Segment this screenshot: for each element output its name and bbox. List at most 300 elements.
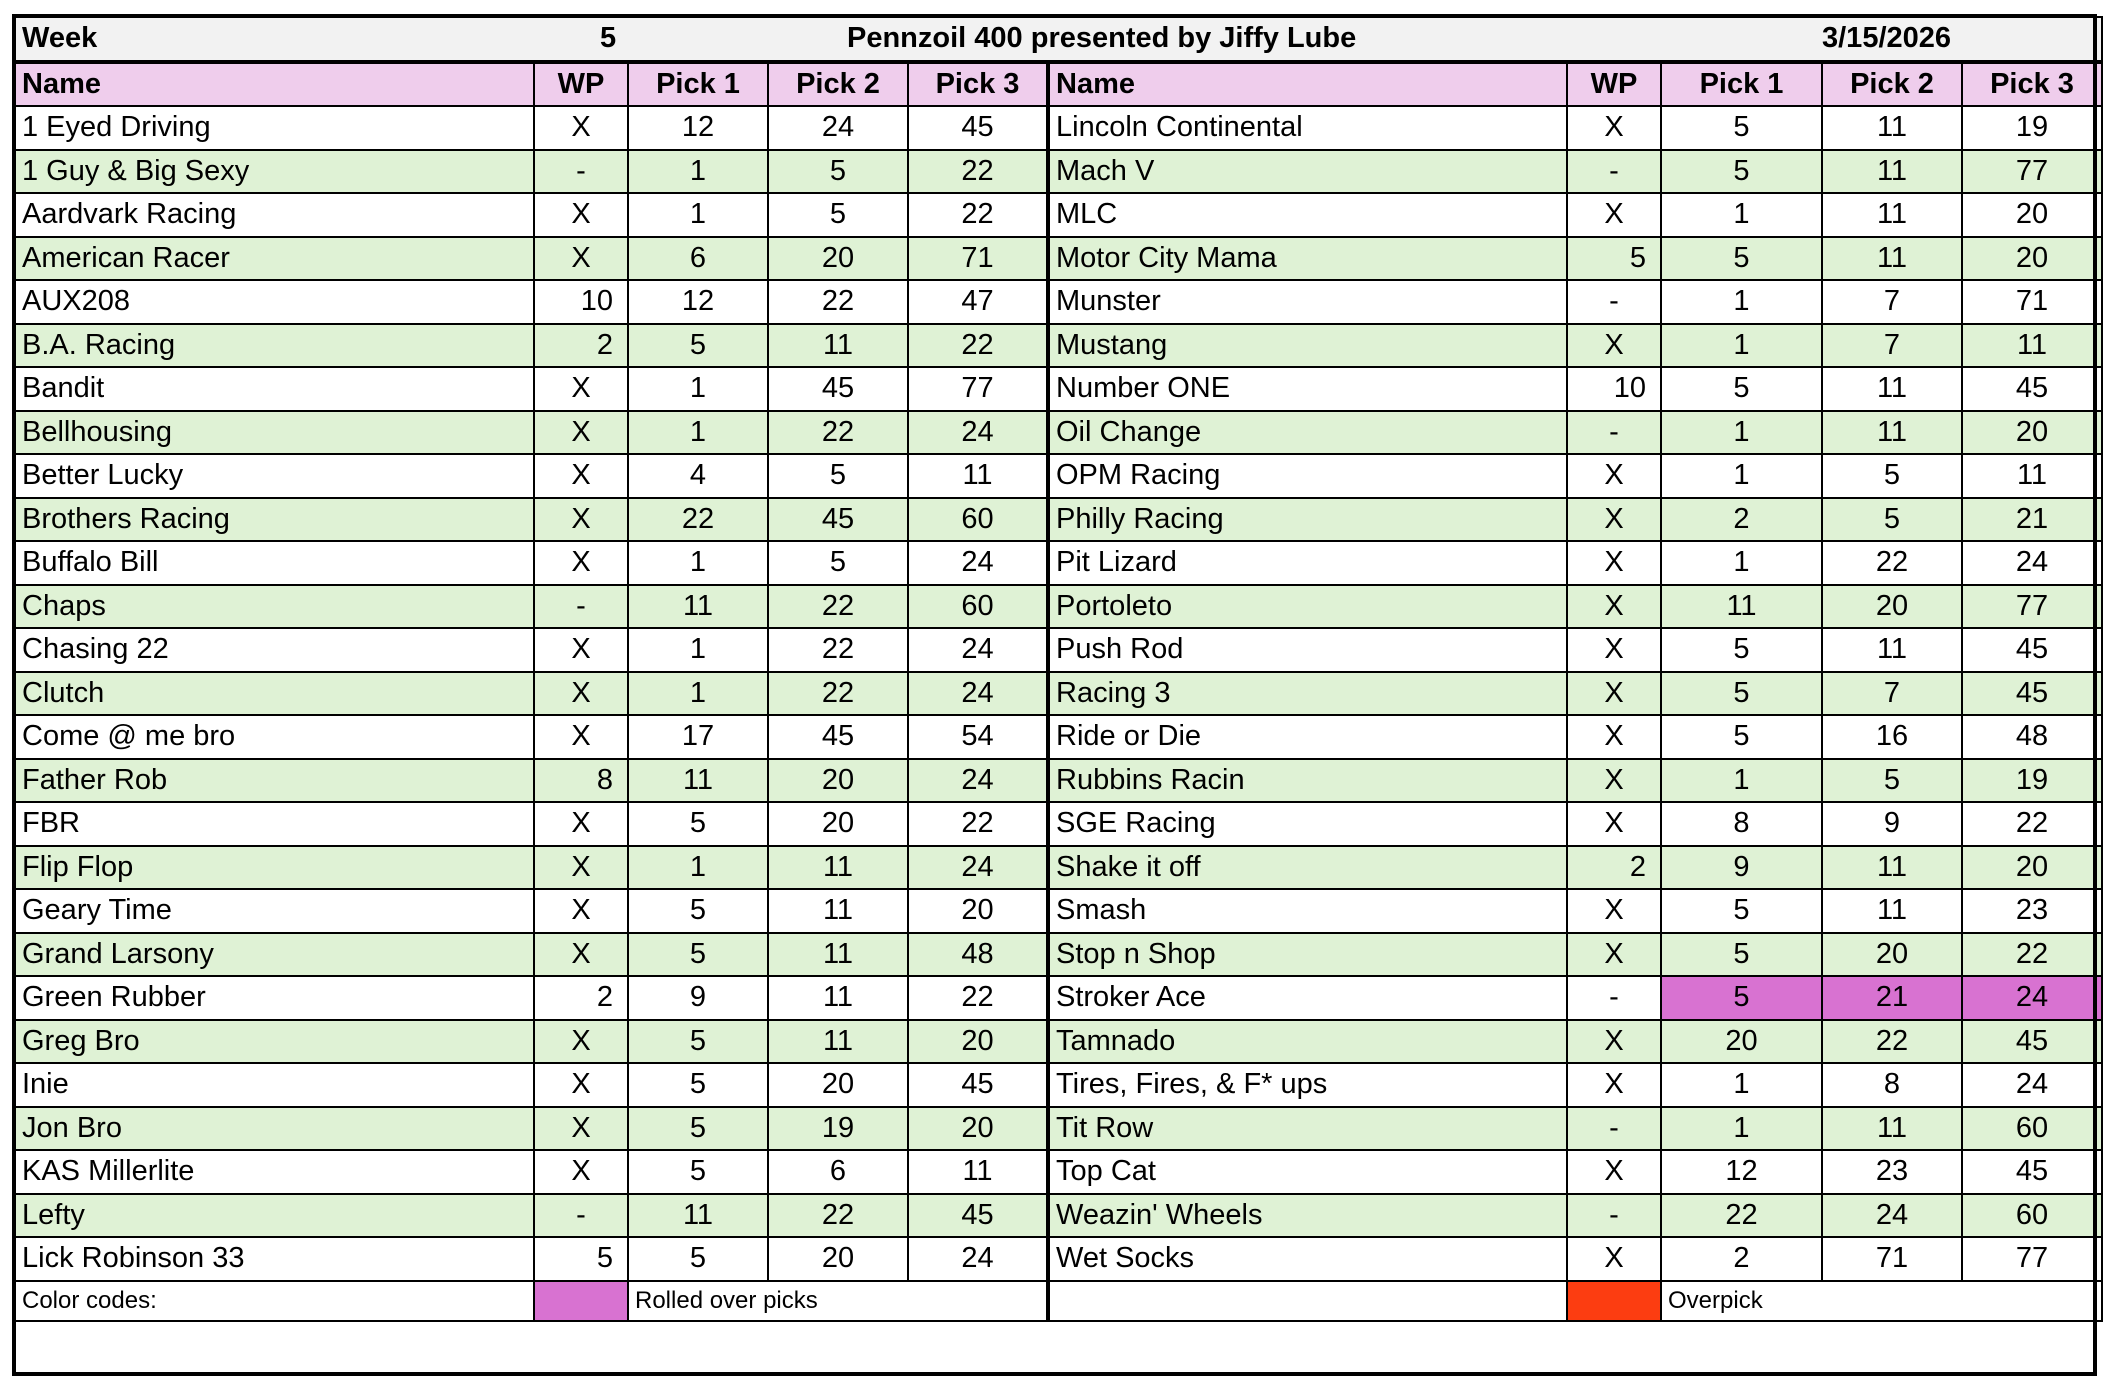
right-wp-cell: X [1567, 1237, 1661, 1281]
left-pick-2-cell: 5 [768, 150, 908, 194]
legend-row [15, 1281, 2102, 1321]
left-team-name: Chaps [15, 585, 534, 629]
left-team-name: American Racer [15, 237, 534, 281]
table-row [15, 367, 2102, 411]
right-wp-cell: X [1567, 1150, 1661, 1194]
left-pick-2-cell: 22 [768, 672, 908, 716]
right-wp-cell: X [1567, 628, 1661, 672]
left-wp-cell: X [534, 367, 628, 411]
right-pick-1-cell: 9 [1661, 846, 1822, 890]
left-pick-1-cell: 1 [628, 411, 768, 455]
left-team-name: Lefty [15, 1194, 534, 1238]
left-wp-cell: X [534, 411, 628, 455]
right-pick-3-cell: 48 [1962, 715, 2102, 759]
left-team-name: Come @ me bro [15, 715, 534, 759]
right-pick-2-cell: 16 [1822, 715, 1962, 759]
right-wp-cell: X [1567, 1020, 1661, 1064]
table-row [15, 454, 2102, 498]
left-wp-cell: X [534, 628, 628, 672]
right-pick-2-cell: 11 [1822, 150, 1962, 194]
right-team-name: Wet Socks [1048, 1237, 1567, 1281]
right-team-name: MLC [1048, 193, 1567, 237]
right-pick-2-cell: 11 [1822, 367, 1962, 411]
right-pick-1-cell: 2 [1661, 1237, 1822, 1281]
left-pick-1-cell: 5 [628, 802, 768, 846]
right-wp-cell: X [1567, 193, 1661, 237]
right-team-name: Shake it off [1048, 846, 1567, 890]
right-team-name: Stroker Ace [1048, 976, 1567, 1020]
right-pick-3-cell: 24 [1962, 976, 2102, 1020]
left-pick-3-cell: 11 [908, 1150, 1048, 1194]
left-wp-cell: 8 [534, 759, 628, 803]
table-row [15, 889, 2102, 933]
right-pick-2-cell: 11 [1822, 1107, 1962, 1151]
left-pick-3-cell: 24 [908, 411, 1048, 455]
right-wp-cell: X [1567, 672, 1661, 716]
left-pick-2-cell: 20 [768, 802, 908, 846]
header-row [15, 17, 2102, 62]
left-wp-cell: X [534, 1150, 628, 1194]
right-team-name: Racing 3 [1048, 672, 1567, 716]
left-pick-3-cell: 20 [908, 889, 1048, 933]
left-pick-2-cell: 5 [768, 454, 908, 498]
right-pick-2-cell: 20 [1822, 933, 1962, 977]
left-pick-1-cell: 5 [628, 1107, 768, 1151]
left-wp-cell: X [534, 715, 628, 759]
table-row [15, 1107, 2102, 1151]
right-pick-2-cell: 20 [1822, 585, 1962, 629]
week-number: 5 [534, 17, 768, 62]
left-pick-1-cell: 5 [628, 324, 768, 368]
right-wp-cell: - [1567, 976, 1661, 1020]
col-header-pick3-left: Pick 3 [908, 62, 1048, 107]
left-pick-3-cell: 77 [908, 367, 1048, 411]
left-wp-cell: X [534, 498, 628, 542]
right-pick-3-cell: 60 [1962, 1194, 2102, 1238]
right-pick-1-cell: 5 [1661, 367, 1822, 411]
right-pick-1-cell: 22 [1661, 1194, 1822, 1238]
left-team-name: KAS Millerlite [15, 1150, 534, 1194]
left-pick-1-cell: 5 [628, 1020, 768, 1064]
right-pick-3-cell: 71 [1962, 280, 2102, 324]
left-wp-cell: X [534, 846, 628, 890]
right-pick-2-cell: 23 [1822, 1150, 1962, 1194]
right-team-name: Push Rod [1048, 628, 1567, 672]
left-pick-1-cell: 12 [628, 106, 768, 150]
overpick-swatch [1567, 1281, 1661, 1321]
left-team-name: FBR [15, 802, 534, 846]
right-pick-1-cell: 1 [1661, 454, 1822, 498]
left-pick-2-cell: 22 [768, 280, 908, 324]
left-pick-2-cell: 22 [768, 1194, 908, 1238]
right-wp-cell: X [1567, 585, 1661, 629]
right-team-name: Tit Row [1048, 1107, 1567, 1151]
left-pick-2-cell: 6 [768, 1150, 908, 1194]
left-pick-1-cell: 4 [628, 454, 768, 498]
right-pick-2-cell: 7 [1822, 280, 1962, 324]
right-team-name: Philly Racing [1048, 498, 1567, 542]
rolled-over-swatch [534, 1281, 628, 1321]
left-pick-3-cell: 24 [908, 846, 1048, 890]
left-team-name: Greg Bro [15, 1020, 534, 1064]
col-header-pick2-right: Pick 2 [1822, 62, 1962, 107]
table-row [15, 933, 2102, 977]
left-pick-1-cell: 11 [628, 585, 768, 629]
rolled-over-legend-text: Rolled over picks [628, 1281, 1048, 1321]
left-wp-cell: X [534, 541, 628, 585]
left-team-name: Flip Flop [15, 846, 534, 890]
right-pick-2-cell: 11 [1822, 889, 1962, 933]
left-pick-1-cell: 1 [628, 628, 768, 672]
table-row [15, 1237, 2102, 1281]
right-pick-3-cell: 20 [1962, 237, 2102, 281]
left-pick-2-cell: 11 [768, 846, 908, 890]
left-wp-cell: X [534, 672, 628, 716]
left-pick-3-cell: 22 [908, 324, 1048, 368]
table-row [15, 280, 2102, 324]
right-pick-3-cell: 19 [1962, 106, 2102, 150]
right-team-name: Smash [1048, 889, 1567, 933]
left-pick-1-cell: 1 [628, 367, 768, 411]
right-pick-1-cell: 20 [1661, 1020, 1822, 1064]
left-team-name: Father Rob [15, 759, 534, 803]
right-pick-3-cell: 45 [1962, 1150, 2102, 1194]
col-header-pick3-right: Pick 3 [1962, 62, 2102, 107]
right-pick-3-cell: 19 [1962, 759, 2102, 803]
left-pick-3-cell: 48 [908, 933, 1048, 977]
right-pick-3-cell: 24 [1962, 1063, 2102, 1107]
right-pick-1-cell: 5 [1661, 933, 1822, 977]
right-team-name: Munster [1048, 280, 1567, 324]
right-pick-1-cell: 5 [1661, 237, 1822, 281]
right-wp-cell: - [1567, 280, 1661, 324]
right-pick-2-cell: 22 [1822, 541, 1962, 585]
left-wp-cell: X [534, 454, 628, 498]
right-pick-3-cell: 45 [1962, 1020, 2102, 1064]
race-date: 3/15/2026 [1822, 17, 2102, 62]
left-pick-1-cell: 6 [628, 237, 768, 281]
left-pick-3-cell: 22 [908, 802, 1048, 846]
legend-spacer [1048, 1281, 1567, 1321]
right-pick-1-cell: 5 [1661, 715, 1822, 759]
left-wp-cell: - [534, 1194, 628, 1238]
right-pick-3-cell: 23 [1962, 889, 2102, 933]
right-pick-3-cell: 20 [1962, 411, 2102, 455]
right-pick-2-cell: 5 [1822, 759, 1962, 803]
col-header-name-right: Name [1048, 62, 1567, 107]
left-team-name: Grand Larsony [15, 933, 534, 977]
right-wp-cell: X [1567, 454, 1661, 498]
right-pick-3-cell: 11 [1962, 324, 2102, 368]
right-pick-2-cell: 5 [1822, 498, 1962, 542]
left-pick-3-cell: 20 [908, 1107, 1048, 1151]
right-pick-3-cell: 24 [1962, 541, 2102, 585]
left-pick-3-cell: 54 [908, 715, 1048, 759]
left-pick-3-cell: 60 [908, 585, 1048, 629]
right-pick-1-cell: 1 [1661, 541, 1822, 585]
left-pick-1-cell: 5 [628, 1237, 768, 1281]
right-wp-cell: X [1567, 106, 1661, 150]
left-pick-2-cell: 20 [768, 1063, 908, 1107]
left-pick-2-cell: 11 [768, 933, 908, 977]
right-wp-cell: X [1567, 1063, 1661, 1107]
left-team-name: Clutch [15, 672, 534, 716]
right-wp-cell: - [1567, 1194, 1661, 1238]
right-pick-1-cell: 5 [1661, 628, 1822, 672]
left-team-name: B.A. Racing [15, 324, 534, 368]
table-row [15, 106, 2102, 150]
left-team-name: Green Rubber [15, 976, 534, 1020]
left-pick-1-cell: 1 [628, 150, 768, 194]
table-row [15, 150, 2102, 194]
table-row [15, 411, 2102, 455]
col-header-name-left: Name [15, 62, 534, 107]
right-pick-1-cell: 1 [1661, 1063, 1822, 1107]
left-team-name: Geary Time [15, 889, 534, 933]
right-pick-2-cell: 11 [1822, 628, 1962, 672]
right-wp-cell: X [1567, 498, 1661, 542]
left-pick-1-cell: 11 [628, 1194, 768, 1238]
right-pick-3-cell: 21 [1962, 498, 2102, 542]
left-pick-3-cell: 20 [908, 1020, 1048, 1064]
right-team-name: Stop n Shop [1048, 933, 1567, 977]
left-pick-2-cell: 5 [768, 541, 908, 585]
left-wp-cell: X [534, 889, 628, 933]
left-pick-1-cell: 12 [628, 280, 768, 324]
left-pick-2-cell: 20 [768, 237, 908, 281]
column-header-row [15, 62, 2102, 107]
right-team-name: Portoleto [1048, 585, 1567, 629]
table-row [15, 1150, 2102, 1194]
right-pick-1-cell: 1 [1661, 280, 1822, 324]
right-wp-cell: X [1567, 324, 1661, 368]
left-pick-1-cell: 1 [628, 846, 768, 890]
right-team-name: Ride or Die [1048, 715, 1567, 759]
left-pick-3-cell: 24 [908, 541, 1048, 585]
overpick-legend-text: Overpick [1661, 1281, 2102, 1321]
right-pick-1-cell: 1 [1661, 759, 1822, 803]
table-row [15, 715, 2102, 759]
right-pick-2-cell: 11 [1822, 237, 1962, 281]
right-pick-3-cell: 45 [1962, 367, 2102, 411]
left-pick-1-cell: 22 [628, 498, 768, 542]
col-header-pick1-left: Pick 1 [628, 62, 768, 107]
left-wp-cell: 10 [534, 280, 628, 324]
right-team-name: Tamnado [1048, 1020, 1567, 1064]
left-team-name: Lick Robinson 33 [15, 1237, 534, 1281]
right-team-name: OPM Racing [1048, 454, 1567, 498]
left-pick-2-cell: 22 [768, 585, 908, 629]
left-pick-2-cell: 22 [768, 411, 908, 455]
left-team-name: Inie [15, 1063, 534, 1107]
table-row [15, 498, 2102, 542]
left-pick-3-cell: 47 [908, 280, 1048, 324]
right-pick-3-cell: 22 [1962, 802, 2102, 846]
right-pick-1-cell: 5 [1661, 106, 1822, 150]
right-wp-cell: X [1567, 889, 1661, 933]
left-wp-cell: X [534, 1020, 628, 1064]
left-pick-3-cell: 24 [908, 759, 1048, 803]
right-team-name: Pit Lizard [1048, 541, 1567, 585]
right-pick-3-cell: 45 [1962, 672, 2102, 716]
left-pick-1-cell: 9 [628, 976, 768, 1020]
right-wp-cell: X [1567, 802, 1661, 846]
left-team-name: Chasing 22 [15, 628, 534, 672]
right-team-name: SGE Racing [1048, 802, 1567, 846]
right-pick-1-cell: 5 [1661, 889, 1822, 933]
left-pick-1-cell: 5 [628, 889, 768, 933]
col-header-wp-right: WP [1567, 62, 1661, 107]
left-team-name: AUX208 [15, 280, 534, 324]
table-row [15, 193, 2102, 237]
left-team-name: Brothers Racing [15, 498, 534, 542]
left-pick-3-cell: 24 [908, 672, 1048, 716]
left-pick-2-cell: 11 [768, 976, 908, 1020]
left-pick-3-cell: 45 [908, 1063, 1048, 1107]
left-pick-3-cell: 24 [908, 1237, 1048, 1281]
table-row [15, 628, 2102, 672]
right-pick-1-cell: 12 [1661, 1150, 1822, 1194]
picks-sheet [14, 16, 2103, 1322]
right-pick-1-cell: 8 [1661, 802, 1822, 846]
right-team-name: Oil Change [1048, 411, 1567, 455]
left-pick-2-cell: 22 [768, 628, 908, 672]
left-pick-2-cell: 5 [768, 193, 908, 237]
left-pick-2-cell: 45 [768, 498, 908, 542]
race-title: Pennzoil 400 presented by Jiffy Lube [768, 17, 1822, 62]
left-pick-3-cell: 45 [908, 1194, 1048, 1238]
right-pick-2-cell: 7 [1822, 324, 1962, 368]
right-team-name: Mustang [1048, 324, 1567, 368]
right-wp-cell: 5 [1567, 237, 1661, 281]
left-team-name: Buffalo Bill [15, 541, 534, 585]
table-row [15, 1063, 2102, 1107]
right-wp-cell: - [1567, 411, 1661, 455]
right-pick-2-cell: 9 [1822, 802, 1962, 846]
left-wp-cell: 2 [534, 324, 628, 368]
right-pick-2-cell: 8 [1822, 1063, 1962, 1107]
left-pick-1-cell: 5 [628, 1063, 768, 1107]
right-pick-3-cell: 77 [1962, 1237, 2102, 1281]
left-wp-cell: X [534, 1063, 628, 1107]
week-label: Week [15, 17, 534, 62]
right-pick-2-cell: 5 [1822, 454, 1962, 498]
left-team-name: Bandit [15, 367, 534, 411]
right-team-name: Motor City Mama [1048, 237, 1567, 281]
left-pick-3-cell: 71 [908, 237, 1048, 281]
left-pick-1-cell: 1 [628, 193, 768, 237]
right-pick-3-cell: 77 [1962, 150, 2102, 194]
right-team-name: Top Cat [1048, 1150, 1567, 1194]
table-row [15, 976, 2102, 1020]
right-pick-2-cell: 22 [1822, 1020, 1962, 1064]
table-row [15, 802, 2102, 846]
left-pick-1-cell: 11 [628, 759, 768, 803]
right-wp-cell: X [1567, 759, 1661, 803]
right-pick-1-cell: 1 [1661, 1107, 1822, 1151]
left-pick-2-cell: 20 [768, 1237, 908, 1281]
right-team-name: Number ONE [1048, 367, 1567, 411]
right-pick-2-cell: 21 [1822, 976, 1962, 1020]
right-pick-2-cell: 11 [1822, 106, 1962, 150]
left-pick-2-cell: 11 [768, 889, 908, 933]
left-pick-1-cell: 5 [628, 933, 768, 977]
left-pick-3-cell: 22 [908, 193, 1048, 237]
left-pick-2-cell: 19 [768, 1107, 908, 1151]
left-pick-3-cell: 22 [908, 976, 1048, 1020]
table-row [15, 541, 2102, 585]
right-pick-3-cell: 77 [1962, 585, 2102, 629]
right-team-name: Rubbins Racin [1048, 759, 1567, 803]
right-team-name: Mach V [1048, 150, 1567, 194]
right-pick-1-cell: 1 [1661, 411, 1822, 455]
left-wp-cell: X [534, 933, 628, 977]
table-row [15, 1020, 2102, 1064]
left-wp-cell: X [534, 193, 628, 237]
left-team-name: 1 Guy & Big Sexy [15, 150, 534, 194]
right-team-name: Weazin' Wheels [1048, 1194, 1567, 1238]
right-team-name: Lincoln Continental [1048, 106, 1567, 150]
left-pick-3-cell: 45 [908, 106, 1048, 150]
right-wp-cell: X [1567, 541, 1661, 585]
table-row [15, 759, 2102, 803]
left-team-name: Better Lucky [15, 454, 534, 498]
left-pick-1-cell: 17 [628, 715, 768, 759]
right-pick-3-cell: 22 [1962, 933, 2102, 977]
left-team-name: Jon Bro [15, 1107, 534, 1151]
left-team-name: 1 Eyed Driving [15, 106, 534, 150]
right-pick-2-cell: 24 [1822, 1194, 1962, 1238]
left-pick-3-cell: 60 [908, 498, 1048, 542]
table-row [15, 585, 2102, 629]
left-team-name: Aardvark Racing [15, 193, 534, 237]
table-row [15, 846, 2102, 890]
left-pick-2-cell: 45 [768, 367, 908, 411]
left-pick-1-cell: 5 [628, 1150, 768, 1194]
right-pick-2-cell: 11 [1822, 193, 1962, 237]
left-wp-cell: X [534, 802, 628, 846]
right-pick-1-cell: 5 [1661, 672, 1822, 716]
right-pick-1-cell: 1 [1661, 324, 1822, 368]
right-pick-2-cell: 71 [1822, 1237, 1962, 1281]
right-pick-3-cell: 20 [1962, 846, 2102, 890]
left-pick-2-cell: 24 [768, 106, 908, 150]
col-header-pick1-right: Pick 1 [1661, 62, 1822, 107]
table-row [15, 672, 2102, 716]
left-pick-3-cell: 11 [908, 454, 1048, 498]
left-pick-2-cell: 11 [768, 1020, 908, 1064]
right-pick-3-cell: 45 [1962, 628, 2102, 672]
table-row [15, 237, 2102, 281]
right-wp-cell: X [1567, 715, 1661, 759]
left-pick-2-cell: 20 [768, 759, 908, 803]
table-row [15, 324, 2102, 368]
left-pick-1-cell: 1 [628, 541, 768, 585]
col-header-pick2-left: Pick 2 [768, 62, 908, 107]
right-team-name: Tires, Fires, & F* ups [1048, 1063, 1567, 1107]
right-wp-cell: X [1567, 933, 1661, 977]
right-pick-3-cell: 60 [1962, 1107, 2102, 1151]
table-row [15, 1194, 2102, 1238]
left-wp-cell: - [534, 585, 628, 629]
right-pick-1-cell: 11 [1661, 585, 1822, 629]
right-wp-cell: 2 [1567, 846, 1661, 890]
right-pick-2-cell: 11 [1822, 411, 1962, 455]
right-pick-3-cell: 20 [1962, 193, 2102, 237]
right-pick-1-cell: 5 [1661, 976, 1822, 1020]
right-wp-cell: 10 [1567, 367, 1661, 411]
right-wp-cell: - [1567, 150, 1661, 194]
